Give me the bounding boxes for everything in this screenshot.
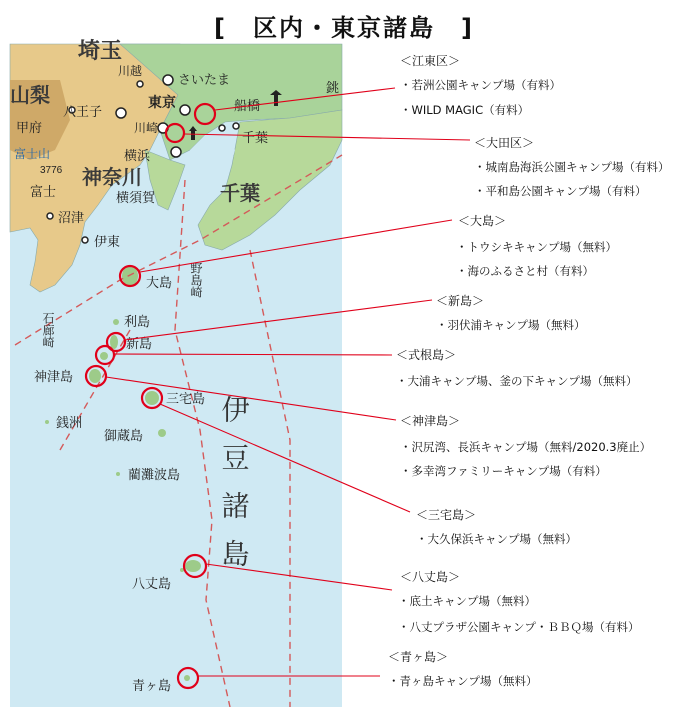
label-kawagoe: 川越 — [118, 64, 143, 78]
campsite-item: ・若洲公園キャンプ場（有料） — [400, 78, 561, 92]
label-funabashi: 船橋 — [234, 98, 261, 113]
area-header-koto: ＜江東区＞ — [400, 54, 461, 68]
area-header-ota: ＜大田区＞ — [474, 136, 535, 150]
label-oshima: 大島 — [146, 275, 173, 290]
campsite-item: ・海のふるさと村（有料） — [456, 264, 594, 278]
campsite-item: ・平和島公園キャンプ場（有料） — [474, 184, 647, 198]
area-header-aogashima: ＜青ヶ島＞ — [388, 650, 449, 664]
page-title: [ 区内・東京諸島 ] — [214, 14, 474, 42]
label-toshima: 利島 — [124, 314, 151, 329]
campsite-item: ・底土キャンプ場（無料） — [398, 594, 536, 608]
island-shikinejima — [100, 352, 108, 360]
island-kozushima — [89, 369, 101, 383]
label-saitama-pref: 埼玉 — [78, 38, 123, 63]
island-zenisu — [45, 420, 49, 424]
area-header-oshima: ＜大島＞ — [458, 214, 507, 228]
label-kozushima: 神津島 — [34, 369, 74, 384]
island-mikurajima — [158, 429, 166, 437]
label-yokosuka: 横須賀 — [116, 190, 156, 205]
label-aogashima: 青ヶ島 — [132, 678, 172, 693]
campsite-item: ・トウシキキャンプ場（無料） — [456, 240, 617, 254]
label-ishirozaki: 石廊崎 — [41, 312, 55, 348]
area-header-shikinejima: ＜式根島＞ — [396, 348, 457, 362]
island-niijima — [110, 335, 118, 349]
area-header-miyakejima: ＜三宅島＞ — [416, 508, 477, 522]
campsite-item: ・WILD MAGIC（有料） — [400, 103, 530, 117]
area-header-hachijojima: ＜八丈島＞ — [400, 570, 461, 584]
label-elevation: 3776 — [40, 165, 63, 176]
label-zenisu: 銭洲 — [56, 415, 83, 430]
campsite-item: ・羽伏浦キャンプ場（無料） — [436, 318, 586, 332]
label-nojimazaki: 野島崎 — [189, 262, 203, 298]
label-niijima: 新島 — [126, 336, 153, 351]
label-kawasaki: 川崎 — [134, 121, 159, 135]
label-fujisan: 富士山 — [14, 147, 51, 161]
campsite-item: ・城南島海浜公園キャンプ場（有料） — [474, 160, 670, 174]
label-numazu: 沼津 — [58, 210, 85, 225]
island-miyakejima — [145, 391, 159, 405]
label-tokyo: 東京 — [148, 94, 176, 110]
label-chiba-pref: 千葉 — [220, 183, 260, 205]
label-yokohama: 横浜 — [124, 148, 151, 163]
campsite-item: ・多幸湾ファミリーキャンプ場（有料） — [400, 464, 607, 478]
label-fuji: 富士 — [30, 184, 57, 199]
label-chiba-city: 千葉 — [242, 130, 269, 145]
label-inambajima: 藺灘波島 — [128, 467, 181, 482]
island-toshima — [113, 319, 119, 325]
label-izu-shoto: 伊豆諸島 — [218, 395, 250, 587]
label-choshi: 銚 — [326, 80, 340, 95]
island-aogashima — [184, 675, 190, 681]
area-header-kozushima: ＜神津島＞ — [400, 414, 461, 428]
label-ito: 伊東 — [94, 234, 121, 249]
island-inamba — [116, 472, 120, 476]
label-kanagawa: 神奈川 — [82, 167, 142, 189]
campsite-item: ・大久保浜キャンプ場（無料） — [416, 532, 577, 546]
label-hachioji: 八王子 — [63, 104, 103, 119]
label-miyakejima: 三宅島 — [166, 391, 206, 406]
campsite-item: ・沢尻湾、長浜キャンプ場（無料/2020.3廃止） — [400, 440, 652, 454]
campsite-item: ・青ヶ島キャンプ場（無料） — [388, 674, 538, 688]
label-mikurajima: 御蔵島 — [104, 428, 144, 443]
campsite-item: ・八丈プラザ公園キャンプ・ＢＢＱ場（有料） — [398, 620, 640, 634]
label-kofu: 甲府 — [16, 120, 43, 135]
label-yamanashi: 山梨 — [10, 85, 50, 107]
island-hachijojima — [185, 560, 201, 572]
label-hachijojima: 八丈島 — [132, 576, 172, 591]
campsite-item: ・大浦キャンプ場、釜の下キャンプ場（無料） — [396, 374, 638, 388]
area-header-niijima: ＜新島＞ — [436, 294, 485, 308]
label-saitama: さいたま — [178, 72, 231, 87]
